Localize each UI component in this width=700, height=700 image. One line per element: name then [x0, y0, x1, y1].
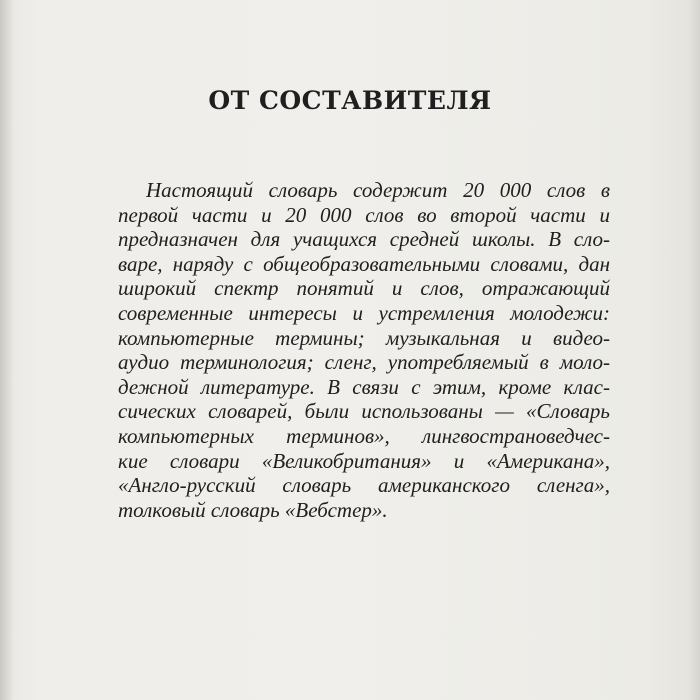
paragraph-line: кие словари «Великобритания» и «Американа», [118, 448, 610, 473]
paragraph-line: компьютерные термины; музыкальная и видео- [118, 325, 610, 350]
paragraph-line: дежной литературе. В связи с этим, кроме клас- [118, 374, 610, 399]
paragraph-line: «Англо-русский словарь американского сленга», [118, 473, 610, 498]
page-title: ОТ СОСТАВИТЕЛЯ [208, 86, 492, 115]
paragraph-line: предназначен для учащихся средней школы. В сло- [118, 227, 610, 252]
paragraph-line: толковый словарь «Вебстер». [118, 497, 388, 522]
paragraph-line: Настоящий словарь содержит 20 000 слов в [146, 178, 610, 202]
paragraph-line: варе, наряду с общеобразовательными словами, дан [118, 251, 610, 276]
preface-paragraph [118, 178, 610, 522]
paragraph-line: сических словарей, были использованы — «Словарь [118, 399, 610, 424]
paragraph-line: аудио терминология; сленг, употребляемый в моло- [118, 350, 610, 375]
paragraph-line: первой части и 20 000 слов во второй части и [118, 202, 610, 227]
paragraph-line: компьютерных терминов», лингвострановедчес- [118, 423, 610, 448]
paragraph-line: широкий спектр понятий и слов, отражающий [118, 276, 610, 301]
paragraph-line: современные интересы и устремления молодежи: [118, 300, 610, 325]
